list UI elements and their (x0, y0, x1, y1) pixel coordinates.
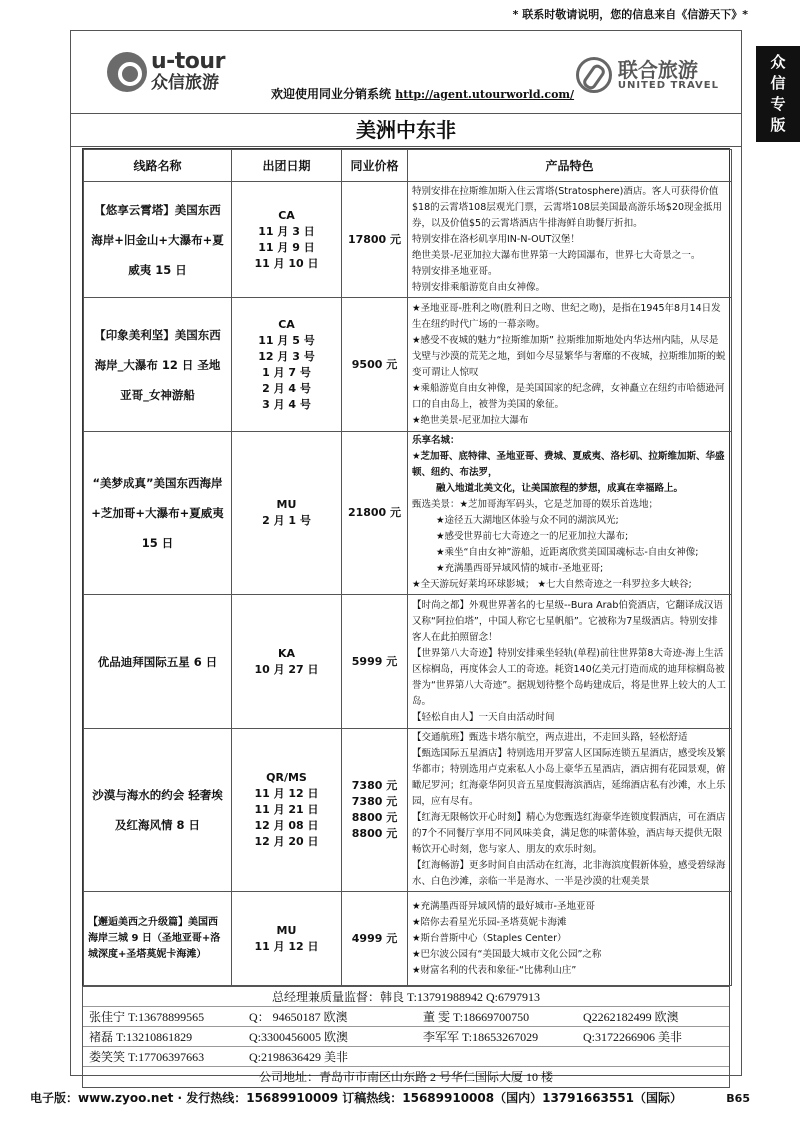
features (408, 892, 732, 986)
departure-date: 11 月 12 日 (254, 939, 319, 953)
departure-date: 12 月 20 日 (254, 835, 319, 848)
airline-code: CA (278, 208, 295, 222)
airline-code: MU (276, 498, 297, 511)
feature-line: ★绝世美景-尼亚加拉大瀑布 (412, 414, 529, 426)
feature-line: ★斯台普斯中心（Staples Center） (412, 932, 567, 944)
airline-code: CA (278, 317, 295, 331)
welcome-line (271, 85, 574, 102)
feature-line: ★乘坐“自由女神”游船，近距离欣赏美国国魂标志-自由女神像; (436, 547, 699, 558)
feature-line: ★陪你去看星光乐园-圣塔莫妮卡海滩 (412, 916, 567, 928)
contact-row (83, 1027, 729, 1047)
feature-line: 融入地道北美文化，让美国旅程的梦想，成真在幸福路上。 (436, 483, 684, 494)
side-tab-char: 专 (770, 95, 786, 113)
table-row (84, 595, 732, 729)
route-table (83, 149, 732, 986)
departure-date: 11 月 10 日 (254, 256, 319, 270)
route-name: 沙漠与海水的约会 轻奢埃及红海风情 8 日 (84, 729, 232, 892)
table-row (84, 298, 732, 432)
price-value: 7380 元 (351, 779, 398, 792)
departure-date: 12 月 08 日 (254, 819, 319, 832)
feature-line: ★圣地亚哥-胜利之吻(胜利日之吻、世纪之吻)，是指在1945年8月14日发生在纽约时代广场的一幕亲吻。 (412, 302, 721, 330)
departure-date: 12 月 3 号 (258, 349, 315, 363)
contact-phone: 李军军 T:18653267029 (423, 1030, 539, 1044)
section-title: 美洲中东非 (71, 113, 741, 147)
departure-dates (232, 729, 342, 892)
departure-dates (232, 892, 342, 986)
utour-logo (107, 51, 225, 92)
contact-qq: Q:2198636429 美非 (249, 1050, 349, 1064)
route-name: 优品迪拜国际五星 6 日 (84, 595, 232, 729)
price (342, 595, 408, 729)
feature-line: 【交通航班】甄选卡塔尔航空，两点进出，不走回头路，轻松舒适 (412, 732, 688, 743)
header (71, 31, 741, 113)
price-value: 8800 元 (351, 811, 398, 824)
route-name: “美梦成真”美国东西海岸+芝加哥+大瀑布+夏威夷 15 日 (84, 432, 232, 595)
side-tab (756, 46, 800, 142)
departure-dates (232, 182, 342, 298)
features (408, 595, 732, 729)
departure-date: 1 月 7 号 (262, 365, 311, 379)
price (342, 892, 408, 986)
bottom-bar: 电子版：www.zyoo.net · 发行热线：15689910009 订稿热线：15689910008（国内）13791663551（国际） (30, 1091, 682, 1105)
contact-phone: 董 雯 T:18669700750 (423, 1010, 530, 1024)
feature-line: ★全天游玩好莱坞环球影城； ★七大自然奇迹之一科罗拉多大峡谷; (412, 579, 692, 590)
feature-line: ★途径五大湖地区体验与众不同的湖滨风光; (436, 515, 619, 526)
utour-logo-en: u-tour (151, 49, 225, 74)
price-value: 5999 元 (351, 654, 398, 668)
united-travel-logo (576, 57, 719, 93)
side-tab-char: 信 (770, 74, 786, 92)
price (342, 182, 408, 298)
feature-line: ★感受世界前七大奇迹之一的尼亚加拉大瀑布; (436, 531, 629, 542)
departure-date: 11 月 5 号 (258, 333, 315, 347)
feature-line: 【世界第八大奇迹】特别安排乘坐轻轨(单程)前往世界第8大奇迹-海上生活区棕榈岛，再度体会人工的奇迹。耗资140亿美元打造而成的迪拜棕榈岛被誉为“世界第八大奇迹”。据规划待整个岛屿建成后，将是世界上较大的人工岛。 (412, 647, 726, 707)
price-value: 7380 元 (351, 795, 398, 808)
feature-line: 【红海无限畅饮开心时刻】精心为您甄选红海豪华连锁度假酒店，可在酒店的7个不同餐厅享用不同风味美食，满足您的味蕾体验，酒店每天提供无限畅饮开心时刻，您与家人、朋友的欢乐时刻。 (412, 812, 726, 855)
table-row (84, 892, 732, 986)
united-travel-logo-en: UNITED TRAVEL (617, 79, 719, 91)
top-note: * 联系时敬请说明，您的信息来自《信游天下》* (512, 8, 748, 21)
feature-line: 特别安排乘船游览自由女神像。 (412, 281, 546, 293)
route-name: 【印象美利坚】美国东西海岸_大瀑布 12 日 圣地亚哥_女神游船 (84, 298, 232, 432)
contact-row (83, 1007, 729, 1027)
departure-date: 3 月 4 号 (262, 397, 311, 411)
side-tab-char: 众 (770, 53, 786, 71)
departure-dates (232, 595, 342, 729)
departure-date: 11 月 9 日 (258, 240, 315, 254)
agent-url-link[interactable]: http://agent.utourworld.com/ (395, 88, 575, 101)
route-name: 【悠享云霄塔】美国东西海岸+旧金山+大瀑布+夏威夷 15 日 (84, 182, 232, 298)
united-travel-logo-cn: 联合旅游 (617, 57, 698, 82)
price (342, 729, 408, 892)
price-value: 17800 元 (347, 232, 402, 246)
column-header: 出团日期 (232, 150, 342, 182)
feature-line: ★财富名利的代表和象征-“比佛利山庄” (412, 964, 577, 976)
departure-dates (232, 432, 342, 595)
feature-line: ★感受不夜城的魅力“拉斯维加斯” 拉斯维加斯地处内华达州内陆，从尽是戈壁与沙漠的荒芜之地，到如今尽显繁华与奢靡的不夜城，拉斯维加斯的蜕变可谓让人惊叹 (412, 334, 726, 378)
side-tab-char: 版 (770, 116, 786, 134)
departure-date: 2 月 4 号 (262, 381, 311, 395)
airline-code: QR/MS (266, 771, 307, 784)
supervisor-row: 总经理兼质量监督：韩良 T:13791988942 Q:6797913 (83, 987, 729, 1007)
price-value: 8800 元 (351, 827, 398, 840)
features (408, 298, 732, 432)
contact-row (83, 1047, 729, 1067)
contact-phone: 褚磊 T:13210861829 (89, 1030, 193, 1044)
feature-line: 【甄选国际五星酒店】特别选用开罗富人区国际连锁五星酒店，感受埃及繁华都市；特别选用卢克索私人小岛上豪华五星酒店，酒店拥有花园景观，俯瞰尼罗河；红海豪华阿贝音五星度假海滨酒店，延绵酒店私有沙滩，水上乐园，应有尽有。 (412, 748, 726, 807)
contact-qq: Q:3172266906 美非 (583, 1030, 683, 1044)
contact-phone: 娄笑笑 T:17706397663 (89, 1050, 205, 1064)
column-header: 产品特色 (408, 150, 732, 182)
feature-line: ★巴尔波公园有“美国最大城市文化公园”之称 (412, 948, 602, 960)
feature-line: 绝世美景-尼亚加拉大瀑布世界第一大跨国瀑布，世界七大奇景之一。 (412, 249, 701, 261)
table-row (84, 729, 732, 892)
contact-qq: Q2262182499 欧澳 (583, 1010, 679, 1024)
contact-qq: Q： 94650187 欧澳 (249, 1010, 348, 1024)
contact-footer (82, 986, 730, 1088)
price-value: 21800 元 (347, 506, 402, 519)
departure-date: 10 月 27 日 (254, 662, 319, 676)
welcome-text: 欢迎使用同业分销系统 (271, 87, 392, 101)
route-table-wrap (82, 148, 730, 987)
departure-dates (232, 298, 342, 432)
feature-line: 【红海畅游】更多时间自由活动在红海，北非海滨度假新体验，感受碧绿海水、白色沙滩，亲临一半是海水、一半是沙漠的壮观美景 (412, 860, 726, 887)
features (408, 432, 732, 595)
feature-line: ★充满墨西哥异域风情的城市-圣地亚哥; (436, 563, 604, 574)
price (342, 432, 408, 595)
departure-date: 11 月 12 日 (254, 787, 319, 800)
utour-logo-cn: 众信旅游 (151, 73, 219, 93)
address-row: 公司地址：青岛市市南区山东路 2 号华仁国际大厦 10 楼 (258, 1070, 553, 1084)
column-header: 线路名称 (84, 150, 232, 182)
table-row (84, 182, 732, 298)
feature-line: 乐享名城： (412, 435, 460, 446)
feature-line: ★充满墨西哥异域风情的最好城市-圣地亚哥 (412, 900, 595, 912)
departure-date: 2 月 1 号 (262, 514, 311, 527)
price-value: 4999 元 (351, 931, 398, 945)
feature-line: 【时尚之都】外观世界著名的七星级--Bura Arab伯瓷酒店，它翻译成汉语又称“阿拉伯塔”，中国人称它七星帆船”。它被称为7星级酒店。特别安排客人在此拍照留念！ (412, 599, 723, 643)
feature-line: 特别安排在洛杉矶享用IN-N-OUT汉堡！ (412, 233, 580, 245)
airline-code: MU (276, 923, 297, 937)
feature-line: ★乘船游览自由女神像，是美国国家的纪念碑，女神矗立在纽约市哈德逊河口的自由岛上，被誉为美国的象征。 (412, 382, 725, 410)
route-name: 【邂逅美西之升级篇】美国西海岸三城 9 日（圣地亚哥+洛城深度+圣塔莫妮卡海滩） (84, 892, 232, 986)
features (408, 729, 732, 892)
feature-line: 甄选美景：★芝加哥海军码头，它是芝加哥的娱乐首选地； (412, 499, 659, 510)
utour-logo-icon (107, 52, 147, 92)
price-value: 9500 元 (351, 357, 398, 371)
airline-code: KA (277, 646, 296, 660)
departure-date: 11 月 21 日 (254, 803, 319, 816)
price (342, 298, 408, 432)
features (408, 182, 732, 298)
feature-line: 特别安排在拉斯维加斯入住云霄塔(Stratosphere)酒店。客人可获得价值$18的云霄塔108层观光门票，云霄塔108层美国最高游乐场$20现金抵用券，以及价值$5的云霄塔酒店牛排海鲜自助餐厅折扣。 (412, 185, 723, 229)
departure-date: 11 月 3 日 (258, 224, 315, 238)
table-row (84, 432, 732, 595)
table-header-row (84, 150, 732, 182)
page-number: B65 (726, 1092, 750, 1105)
contact-phone: 张佳宁 T:13678899565 (89, 1010, 205, 1024)
feature-line: 【轻松自由人】一天自由活动时间 (412, 711, 555, 723)
feature-line: 特别安排圣地亚哥。 (412, 265, 498, 277)
column-header: 同业价格 (342, 150, 408, 182)
united-travel-logo-icon (576, 57, 612, 93)
feature-line: ★芝加哥、底特律、圣地亚哥、费城、夏威夷、洛杉矶、拉斯维加斯、华盛顿、纽约、布法罗， (412, 451, 725, 478)
contact-qq: Q:3300456005 欧澳 (249, 1030, 349, 1044)
